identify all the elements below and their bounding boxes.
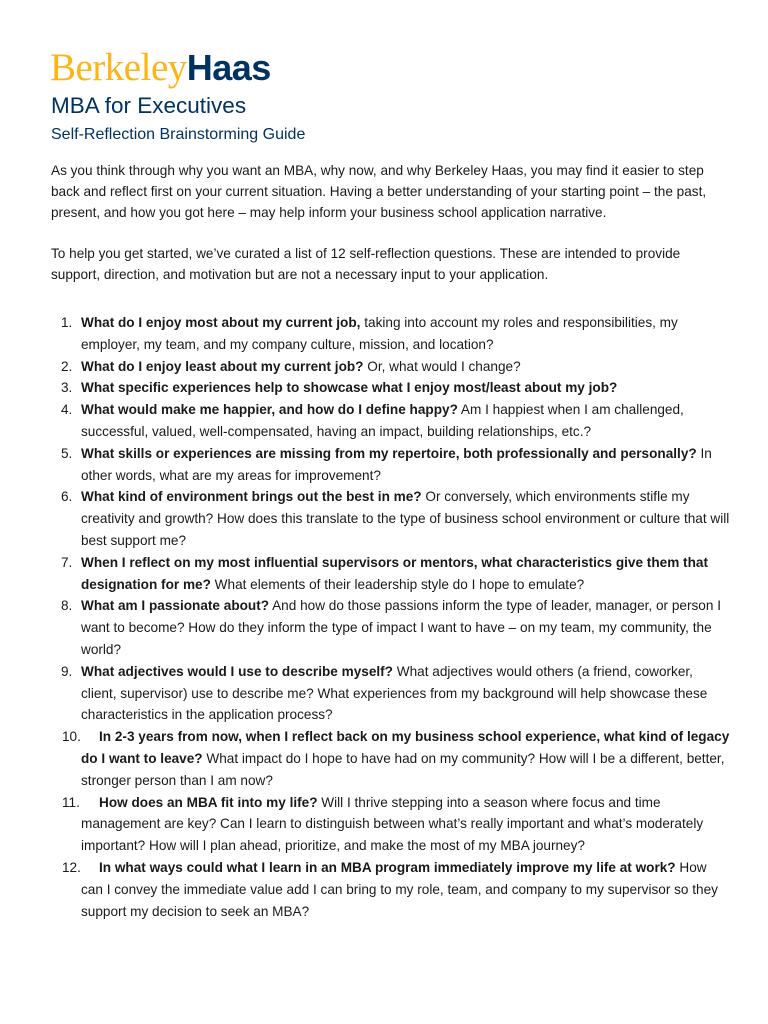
question-item <box>51 661 731 726</box>
question-lead: What kind of environment brings out the best in me? <box>81 489 422 505</box>
question-lead: What am I passionate about? <box>81 598 270 614</box>
question-detail: Am I happiest when I am challenged, successful, valued, well-compensated, having an impact, building relationships, etc.? <box>81 402 684 439</box>
page-title: MBA for Executives <box>51 93 247 118</box>
question-lead: How does an MBA fit into my life? <box>99 794 318 810</box>
question-number: 1. <box>61 315 73 330</box>
question-detail: And how do those passions inform the type of leader, manager, or person I want to become? How do they inform the type of impact I want to have – on my team, my community, the world? <box>81 598 721 657</box>
question-detail: Will I thrive stepping into a season where focus and time management are key? Can I learn to distinguish between what’s really important and what’s moderately important? How will I plan ahead, prioritize, and make the most of my MBA journey? <box>81 794 704 854</box>
question-lead: What adjectives would I use to describe myself? <box>81 663 393 679</box>
question-number: 3. <box>61 380 73 396</box>
question-detail: In other words, what are my areas for improvement? <box>81 445 712 483</box>
question-item <box>51 726 731 791</box>
question-item <box>51 486 731 551</box>
question-number: 10. <box>62 729 81 745</box>
question-detail: Or conversely, which environments stifle my creativity and growth? How does this translate to the type of business school environment or culture that will best support me? <box>81 489 730 548</box>
question-detail: What adjectives would others (a friend, coworker, client, supervisor) use to describe me? What experiences from my background will help showcase these characteristics in the application process? <box>81 663 708 723</box>
logo-haas-wordmark: Haas <box>186 47 271 88</box>
question-item <box>51 399 731 443</box>
question-lead: What do I enjoy most about my current job, <box>81 315 361 330</box>
question-item <box>51 792 731 857</box>
question-number: 11. <box>62 794 80 810</box>
question-number: 2. <box>61 358 73 374</box>
page-subtitle: Self-Reflection Brainstorming Guide <box>51 126 306 143</box>
question-item <box>51 595 731 660</box>
question-number: 7. <box>61 554 73 570</box>
logo-berkeley-wordmark: Berkeley <box>50 46 187 89</box>
question-item <box>51 312 731 356</box>
question-item <box>51 377 731 399</box>
questions-list <box>51 312 731 922</box>
question-item <box>51 443 731 487</box>
question-lead: What would make me happier, and how do I define happy? <box>81 402 458 418</box>
question-lead: In 2-3 years from now, when I reflect back on my business school experience, what kind of legacy do I want to leave? <box>81 729 730 766</box>
question-number: 12. <box>62 859 81 875</box>
question-detail: How can I convey the immediate value add I can bring to my role, team, and company to my supervisor so they support my decision to seek an MBA? <box>81 859 718 919</box>
question-number: 6. <box>61 489 73 505</box>
question-item <box>51 552 731 596</box>
question-lead: In what ways could what I learn in an MBA program immediately improve my life at work? <box>99 859 676 875</box>
intro-paragraph: As you think through why you want an MBA, why now, and why Berkeley Haas, you may find it easier to step back and reflect first on your current situation. Having a better understanding of your starting point – the past, present, and how you got here – may help inform your business school application narrative. <box>51 163 707 220</box>
question-item <box>51 857 731 922</box>
question-detail: What impact do I hope to have had on my community? How will I be a different, better, stronger person than I am now? <box>81 750 725 788</box>
question-item <box>51 356 731 378</box>
question-lead: When I reflect on my most influential supervisors or mentors, what characteristics give them that designation for me? <box>81 554 708 592</box>
question-detail: Or, what would I change? <box>363 358 521 374</box>
question-number: 5. <box>61 445 73 461</box>
question-lead: What specific experiences help to showcase what I enjoy most/least about my job? <box>81 380 618 396</box>
berkeley-haas-logo <box>50 46 271 90</box>
question-number: 9. <box>61 663 73 679</box>
question-number: 8. <box>61 598 73 614</box>
question-lead: What skills or experiences are missing from my repertoire, both professionally and personally? <box>81 445 697 461</box>
intro-paragraph: To help you get started, we’ve curated a list of 12 self-reflection questions. These are intended to provide support, direction, and motivation but are not a necessary input to your application. <box>51 246 681 282</box>
question-lead: What do I enjoy least about my current job? <box>81 358 364 374</box>
question-detail: taking into account my roles and responsibilities, my employer, my team, and my company culture, mission, and location? <box>81 315 678 352</box>
question-number: 4. <box>61 402 73 418</box>
question-detail: What elements of their leadership style do I hope to emulate? <box>210 576 585 592</box>
